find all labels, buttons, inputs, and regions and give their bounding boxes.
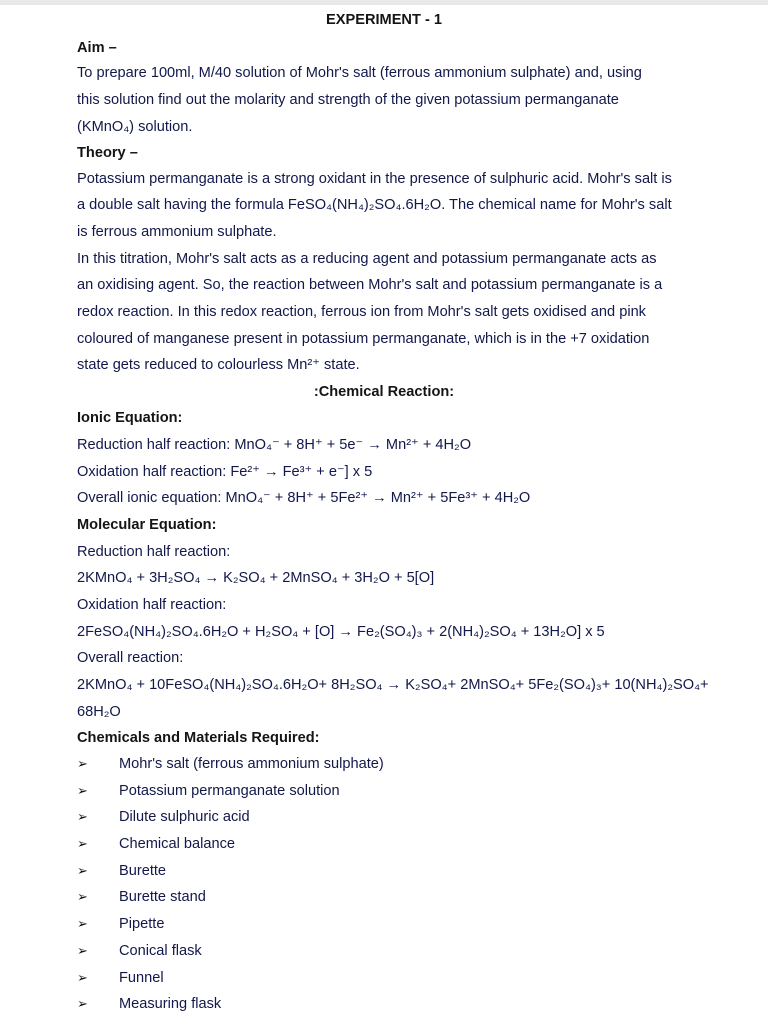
molecular-line: Oxidation half reaction: — [77, 597, 227, 613]
theory-line: state gets reduced to colourless Mn²⁺ state. — [77, 357, 360, 373]
list-item — [77, 887, 384, 914]
page-title: EXPERIMENT - 1 — [326, 12, 442, 28]
list-item-label: Burette stand — [119, 889, 206, 906]
aim-heading: Aim – — [77, 40, 117, 56]
aim-line: (KMnO₄) solution. — [77, 119, 193, 135]
ionic-line: Oxidation half reaction: Fe²⁺ → Fe³⁺ + e⁻] x 5 — [77, 464, 373, 480]
list-item — [77, 968, 384, 995]
materials-list — [77, 754, 384, 1021]
arrowhead-bullet-icon: ➢ — [77, 996, 88, 1012]
arrowhead-bullet-icon: ➢ — [77, 809, 88, 825]
theory-line: Potassium permanganate is a strong oxidant in the presence of sulphuric acid. Mohr's salt is — [77, 171, 672, 187]
molecular-heading: Molecular Equation: — [77, 517, 217, 533]
aim-line: this solution find out the molarity and strength of the given potassium permanganate — [77, 92, 619, 108]
molecular-line: 2FeSO₄(NH₄)₂SO₄.6H₂O + H₂SO₄ + [O] → Fe₂(SO₄)₃ + 2(NH₄)₂SO₄ + 13H₂O] x 5 — [77, 624, 605, 640]
list-item — [77, 941, 384, 968]
arrowhead-bullet-icon: ➢ — [77, 942, 88, 958]
ionic-heading: Ionic Equation: — [77, 410, 183, 426]
list-item — [77, 861, 384, 888]
molecular-line: Reduction half reaction: — [77, 544, 231, 560]
list-item — [77, 807, 384, 834]
theory-heading: Theory – — [77, 145, 138, 161]
molecular-line: Overall reaction: — [77, 650, 184, 666]
molecular-line: 2KMnO₄ + 3H₂SO₄ → K₂SO₄ + 2MnSO₄ + 3H₂O + 5[O] — [77, 570, 435, 586]
molecular-line: 68H₂O — [77, 704, 121, 720]
list-item-label: Dilute sulphuric acid — [119, 809, 250, 826]
list-item-label: Chemical balance — [119, 836, 236, 853]
ionic-line: Overall ionic equation: MnO₄⁻ + 8H⁺ + 5Fe²⁺ → Mn²⁺ + 5Fe³⁺ + 4H₂O — [77, 490, 531, 506]
aim-line: To prepare 100ml, M/40 solution of Mohr's salt (ferrous ammonium sulphate) and, using — [77, 65, 642, 81]
arrowhead-bullet-icon: ➢ — [77, 889, 88, 905]
arrowhead-bullet-icon: ➢ — [77, 836, 88, 852]
arrowhead-bullet-icon: ➢ — [77, 862, 88, 878]
list-item-label: Funnel — [119, 969, 164, 986]
list-item — [77, 914, 384, 941]
materials-heading: Chemicals and Materials Required: — [77, 730, 320, 746]
arrowhead-bullet-icon: ➢ — [77, 782, 88, 798]
list-item-label: Potassium permanganate solution — [119, 782, 340, 799]
list-item — [77, 834, 384, 861]
theory-line: coloured of manganese present in potassium permanganate, which is in the +7 oxidation — [77, 331, 650, 347]
list-item — [77, 994, 384, 1021]
theory-line: an oxidising agent. So, the reaction between Mohr's salt and potassium permanganate is a — [77, 277, 663, 293]
list-item-label: Measuring flask — [119, 996, 222, 1013]
list-item-label: Mohr's salt (ferrous ammonium sulphate) — [119, 756, 384, 772]
list-item-label: Pipette — [119, 916, 165, 933]
list-item — [77, 754, 384, 781]
theory-line: In this titration, Mohr's salt acts as a reducing agent and potassium permanganate acts as — [77, 251, 657, 267]
arrowhead-bullet-icon: ➢ — [77, 916, 88, 932]
list-item — [77, 781, 384, 808]
arrowhead-bullet-icon: ➢ — [77, 756, 88, 771]
theory-line: is ferrous ammonium sulphate. — [77, 224, 277, 240]
molecular-line: 2KMnO₄ + 10FeSO₄(NH₄)₂SO₄.6H₂O+ 8H₂SO₄ → K₂SO₄+ 2MnSO₄+ 5Fe₂(SO₄)₃+ 10(NH₄)₂SO₄+ — [77, 677, 709, 693]
theory-line: a double salt having the formula FeSO₄(NH₄)₂SO₄.6H₂O. The chemical name for Mohr's salt — [77, 197, 672, 213]
ionic-line: Reduction half reaction: MnO₄⁻ + 8H⁺ + 5e⁻ → Mn²⁺ + 4H₂O — [77, 437, 472, 453]
list-item-label: Conical flask — [119, 942, 202, 959]
theory-line: redox reaction. In this redox reaction, ferrous ion from Mohr's salt gets oxidised and pink — [77, 304, 646, 320]
list-item-label: Burette — [119, 862, 167, 879]
chemical-reaction-heading: :Chemical Reaction: — [313, 384, 455, 400]
arrowhead-bullet-icon: ➢ — [77, 969, 88, 985]
top-border — [0, 0, 768, 5]
